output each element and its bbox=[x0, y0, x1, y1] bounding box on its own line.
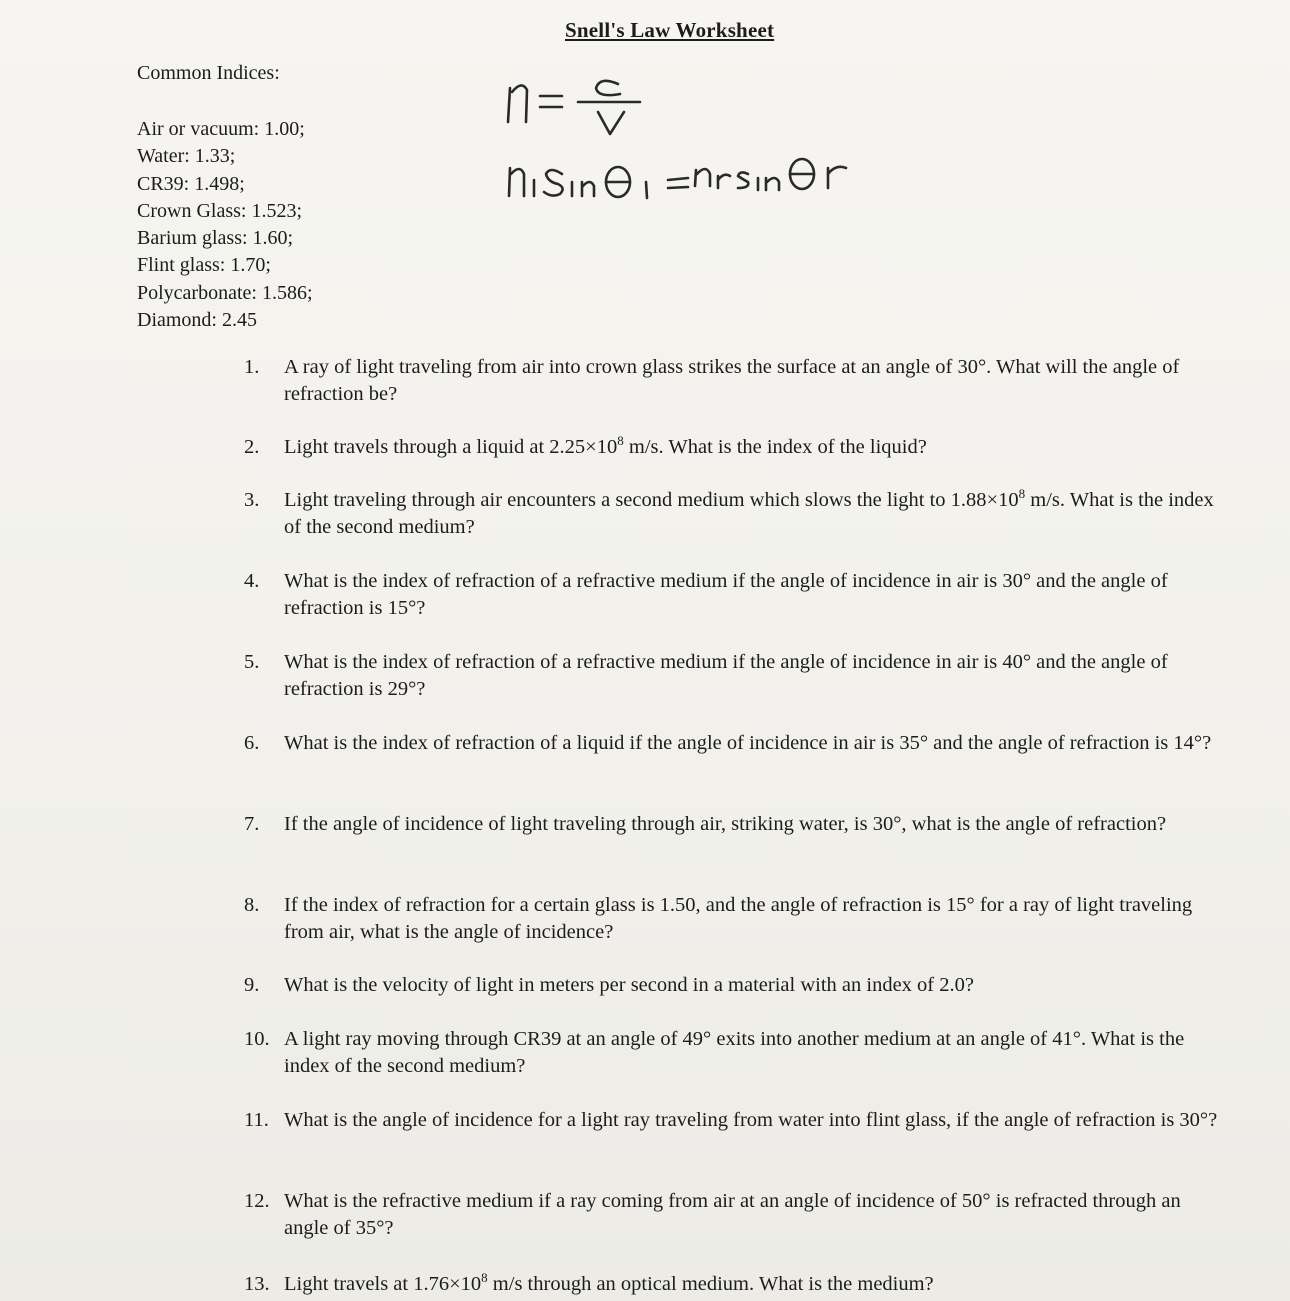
question-number: 13. bbox=[244, 1273, 270, 1295]
question-text bbox=[284, 730, 1224, 757]
question-2 bbox=[244, 434, 1224, 461]
question-number: 7. bbox=[244, 813, 260, 835]
question-text bbox=[284, 811, 1224, 838]
question-text bbox=[284, 354, 1224, 408]
question-text-main: If the index of refraction for a certain glass is 1.50, and the angle of refraction is 15° for a ray of light traveling from air, what is the angle of incidence? bbox=[284, 894, 1193, 943]
index-item: Barium glass: 1.60; bbox=[137, 227, 294, 250]
question-8 bbox=[244, 892, 1224, 946]
question-number: 11. bbox=[244, 1109, 269, 1131]
question-text bbox=[284, 1107, 1224, 1134]
question-text bbox=[284, 1026, 1224, 1080]
question-1 bbox=[244, 354, 1224, 408]
question-number: 8. bbox=[244, 894, 260, 916]
exponent: 8 bbox=[481, 1270, 488, 1286]
question-text bbox=[284, 649, 1224, 703]
question-13 bbox=[244, 1271, 1224, 1298]
question-text-main: What is the angle of incidence for a light ray traveling from water into flint glass, if the angle of refraction is 30°? bbox=[284, 1109, 1218, 1131]
indices-list bbox=[137, 116, 313, 334]
handwritten-formula-snell bbox=[509, 159, 846, 198]
question-10 bbox=[244, 1026, 1224, 1080]
question-number: 1. bbox=[244, 356, 260, 378]
question-text-main: Light travels at 1.76×10 bbox=[284, 1273, 482, 1295]
question-text-tail: m/s. What is the index of the second medium? bbox=[284, 489, 1214, 538]
question-number: 5. bbox=[244, 651, 260, 673]
index-item: Crown Glass: 1.523; bbox=[137, 199, 302, 222]
question-text-tail: m/s. What is the index of the liquid? bbox=[623, 436, 927, 458]
index-item: CR39: 1.498; bbox=[137, 172, 245, 195]
question-4 bbox=[244, 568, 1224, 622]
question-number: 2. bbox=[244, 436, 260, 458]
question-9 bbox=[244, 972, 1224, 999]
question-text-tail: m/s through an optical medium. What is the medium? bbox=[487, 1273, 934, 1295]
question-text-main: What is the index of refraction of a refractive medium if the angle of incidence in air is 40° and the angle of refraction is 29°? bbox=[284, 651, 1168, 700]
index-item: Water: 1.33; bbox=[137, 145, 236, 168]
question-text bbox=[284, 972, 1224, 999]
handwritten-formulas bbox=[500, 70, 990, 220]
question-text bbox=[284, 1271, 1224, 1298]
question-number: 10. bbox=[244, 1028, 270, 1050]
indices-heading: Common Indices: bbox=[137, 62, 280, 84]
question-text-main: What is the index of refraction of a liquid if the angle of incidence in air is 35° and the angle of refraction is 14°? bbox=[284, 732, 1212, 754]
exponent: 8 bbox=[617, 433, 624, 449]
question-text bbox=[284, 568, 1224, 622]
question-text bbox=[284, 1188, 1224, 1242]
index-item: Flint glass: 1.70; bbox=[137, 254, 271, 277]
question-text-main: What is the index of refraction of a refractive medium if the angle of incidence in air is 30° and the angle of refraction is 15°? bbox=[284, 570, 1168, 619]
question-number: 4. bbox=[244, 570, 260, 592]
question-6 bbox=[244, 730, 1224, 757]
question-text-main: A ray of light traveling from air into crown glass strikes the surface at an angle of 30°. What will the angle of refraction be? bbox=[284, 356, 1180, 405]
question-text-main: What is the refractive medium if a ray coming from air at an angle of incidence of 50° is refracted through an angle of 35°? bbox=[284, 1190, 1181, 1239]
question-text-main: What is the velocity of light in meters per second in a material with an index of 2.0? bbox=[284, 974, 974, 996]
question-11 bbox=[244, 1107, 1224, 1134]
index-item: Air or vacuum: 1.00; bbox=[137, 118, 305, 140]
index-item: Polycarbonate: 1.586; bbox=[137, 281, 313, 304]
index-item: Diamond: 2.45 bbox=[137, 309, 257, 332]
worksheet-title: Snell's Law Worksheet bbox=[565, 18, 775, 42]
question-text-main: Light travels through a liquid at 2.25×10 bbox=[284, 436, 618, 458]
handwritten-formula-index bbox=[508, 81, 640, 134]
question-number: 9. bbox=[244, 974, 260, 996]
question-text-main: If the angle of incidence of light traveling through air, striking water, is 30°, what is the angle of refraction? bbox=[284, 813, 1167, 835]
question-3 bbox=[244, 487, 1224, 541]
question-number: 12. bbox=[244, 1190, 270, 1212]
question-number: 3. bbox=[244, 489, 260, 511]
question-5 bbox=[244, 649, 1224, 703]
question-12 bbox=[244, 1188, 1224, 1242]
question-text bbox=[284, 487, 1224, 541]
question-number: 6. bbox=[244, 732, 260, 754]
question-7 bbox=[244, 811, 1224, 838]
exponent: 8 bbox=[1018, 486, 1026, 502]
question-text bbox=[284, 434, 1224, 461]
question-text-main: Light traveling through air encounters a second medium which slows the light to 1.88×10 bbox=[284, 489, 1019, 511]
question-text-main: A light ray moving through CR39 at an angle of 49° exits into another medium at an angle of 41°. What is the index of the second medium? bbox=[284, 1028, 1185, 1077]
question-text bbox=[284, 892, 1224, 946]
